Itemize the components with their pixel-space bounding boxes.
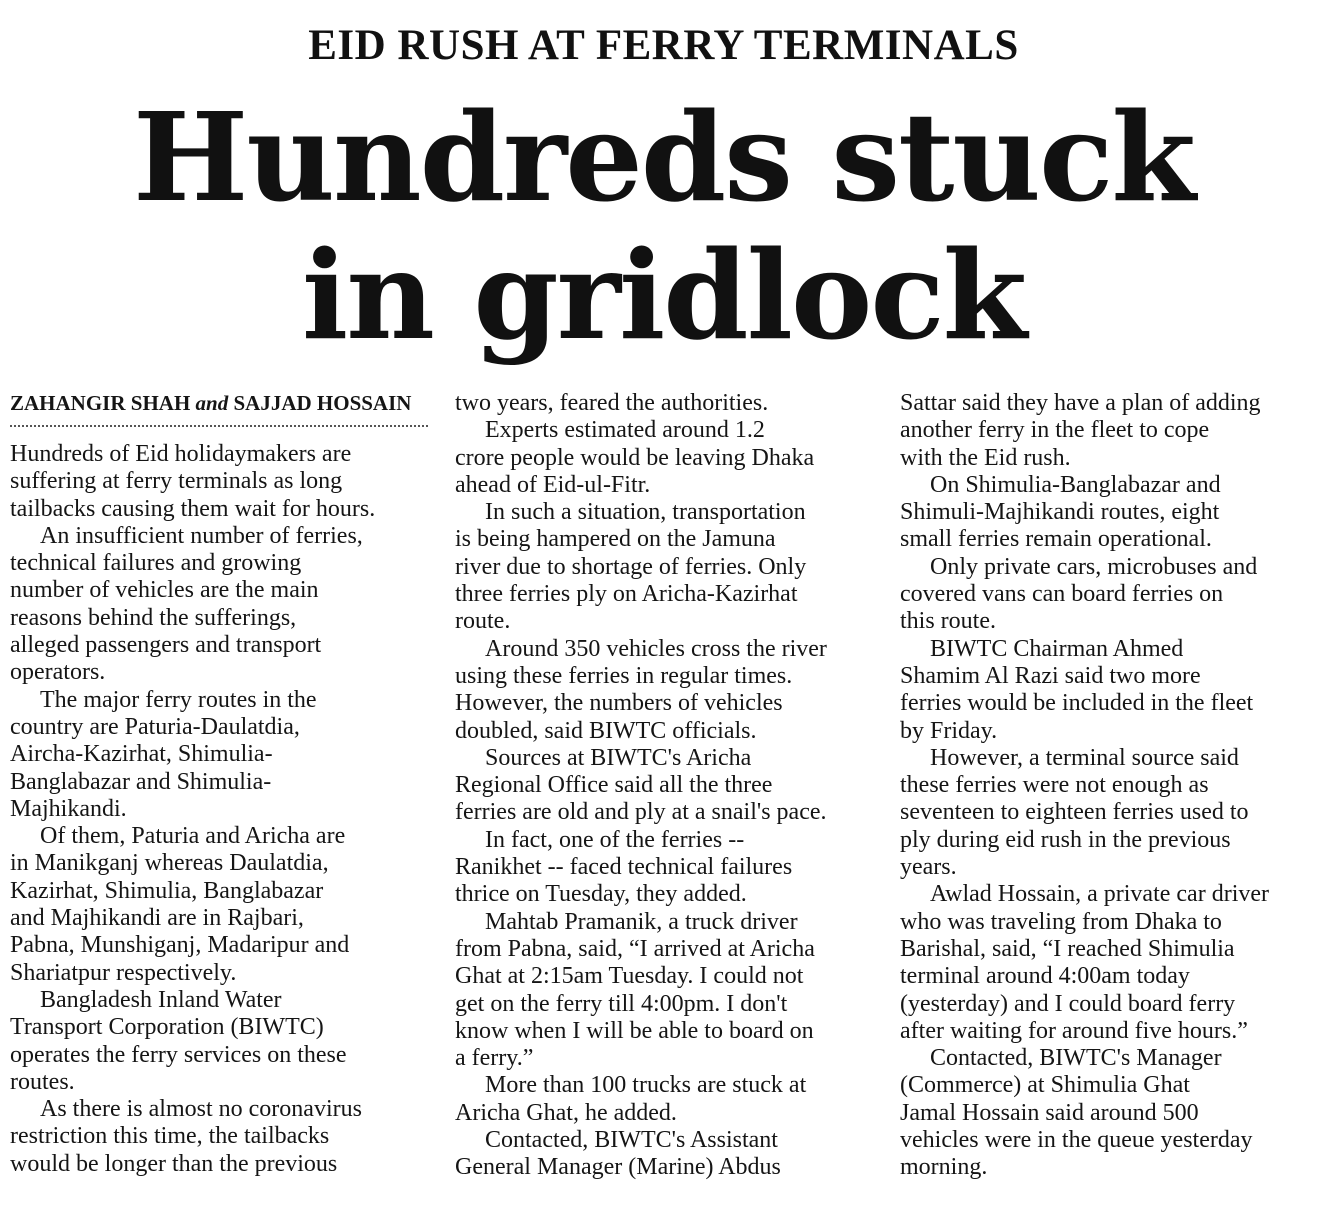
paragraph: Awlad Hossain, a private car driver who was traveling from Dhaka to Barishal, said, “I reached Shimulia terminal around 4:00am today (yesterday) and I could board ferry after waiting for around five hours.” bbox=[900, 881, 1269, 1044]
paragraph: Sattar said they have a plan of adding another ferry in the fleet to cope with the Eid rush. bbox=[900, 390, 1261, 471]
paragraph: In such a situation, transportation is being hampered on the Jamuna river due to shortage of ferries. Only three ferries ply on Aricha-Kazirhat route. bbox=[455, 499, 807, 635]
paragraph: However, a terminal source said these ferries were not enough as seventeen to eighteen ferries used to ply during eid rush in the previous years. bbox=[900, 744, 1249, 881]
kicker: EID RUSH AT FERRY TERMINALS bbox=[308, 22, 1019, 69]
article-column-1 bbox=[10, 390, 435, 1178]
article-column-2 bbox=[455, 390, 880, 1182]
paragraph: Sources at BIWTC's Aricha Regional Office said all the three ferries are old and ply at a snail's pace. bbox=[455, 744, 827, 826]
paragraph: As there is almost no coronavirus restriction this time, the tailbacks would be longer than the previous bbox=[10, 1096, 362, 1177]
byline bbox=[10, 390, 428, 427]
headline bbox=[0, 85, 1327, 367]
paragraph: Experts estimated around 1.2 crore people would be leaving Dhaka ahead of Eid-ul-Fitr. bbox=[455, 417, 815, 498]
paragraph: Mahtab Pramanik, a truck driver from Pabna, said, “I arrived at Aricha Ghat at 2:15am Tuesday. I could not get on the ferry till 4:00pm. I don't know when I will be able to board on a ferry.” bbox=[455, 908, 815, 1072]
column-3-body bbox=[900, 390, 1320, 1182]
paragraph: Contacted, BIWTC's Manager (Commerce) at Shimulia Ghat Jamal Hossain said around 500 vehicles were in the queue yesterday morning. bbox=[900, 1045, 1253, 1181]
byline-author-2: SAJJAD HOSSAIN bbox=[233, 391, 412, 415]
paragraph: Hundreds of Eid holidaymakers are suffering at ferry terminals as long tailbacks causing them wait for hours. bbox=[10, 441, 376, 522]
paragraph: Only private cars, microbuses and covered vans can board ferries on this route. bbox=[900, 553, 1258, 635]
paragraph: An insufficient number of ferries, technical failures and growing number of vehicles are the main reasons behind the sufferings, alleged passengers and transport operators. bbox=[10, 522, 363, 686]
paragraph: Around 350 vehicles cross the river using these ferries in regular times. However, the numbers of vehicles doubled, said BIWTC officials. bbox=[455, 635, 827, 744]
byline-conjunction: and bbox=[195, 391, 229, 415]
column-1-body bbox=[10, 441, 435, 1178]
paragraph: BIWTC Chairman Ahmed Shamim Al Razi said two more ferries would be included in the fleet by Friday. bbox=[900, 635, 1254, 744]
byline-author-1: ZAHANGIR SHAH bbox=[10, 391, 191, 415]
headline-line-2: in gridlock bbox=[301, 223, 1026, 367]
column-2-body bbox=[455, 390, 880, 1182]
headline-line-1: Hundreds stuck bbox=[133, 85, 1194, 229]
paragraph: Contacted, BIWTC's Assistant General Manager (Marine) Abdus bbox=[455, 1127, 781, 1181]
paragraph: In fact, one of the ferries -- Ranikhet -- faced technical failures thrice on Tuesday, they added. bbox=[455, 826, 793, 908]
paragraph: More than 100 trucks are stuck at Aricha Ghat, he added. bbox=[455, 1072, 807, 1126]
paragraph: two years, feared the authorities. bbox=[455, 390, 769, 416]
paragraph: Bangladesh Inland Water Transport Corporation (BIWTC) operates the ferry services on these routes. bbox=[10, 986, 347, 1095]
paragraph: On Shimulia-Banglabazar and Shimuli-Majhikandi routes, eight small ferries remain operational. bbox=[900, 471, 1221, 553]
article-column-3 bbox=[900, 390, 1320, 1182]
paragraph: The major ferry routes in the country are Paturia-Daulatdia, Aircha-Kazirhat, Shimulia- Banglabazar and Shimulia- Majhikandi. bbox=[10, 686, 317, 822]
paragraph: Of them, Paturia and Aricha are in Manikganj whereas Daulatdia, Kazirhat, Shimulia, Banglabazar and Majhikandi are in Rajbari, Pabna, Munshiganj, Madaripur and Shariatpur respectively. bbox=[10, 823, 350, 986]
